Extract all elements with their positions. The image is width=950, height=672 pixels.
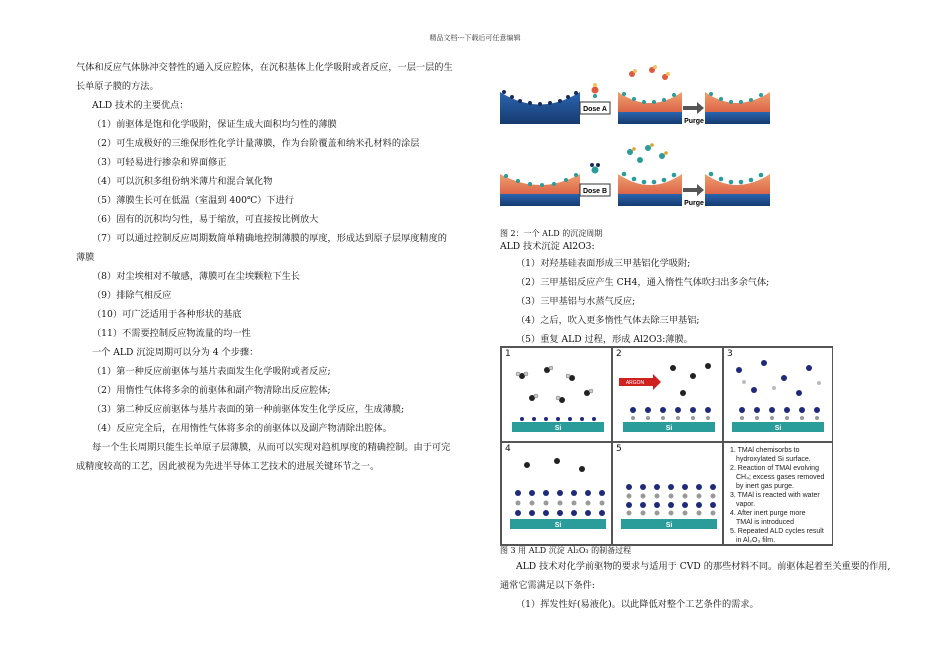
text-line: 气体和反应气体脉冲交替性的通入反应腔体，在沉积基体上化学吸附或者反应，一层一层的生 xyxy=(76,62,453,73)
list-item: （3）第二种反应前驱体与基片表面的第一种前驱体发生化学反应，生成薄膜; xyxy=(92,404,405,415)
panel-1 xyxy=(501,347,612,442)
list-item: （4）反应完全后，在用惰性气体将多余的前驱体以及副产物清除出腔体。 xyxy=(92,423,392,434)
list-item: （8）对尘埃相对不敏感，薄膜可在尘埃颗粒下生长 xyxy=(92,271,300,282)
text-line: ALD 技术的主要优点： xyxy=(92,100,189,111)
panel-4 xyxy=(501,442,612,545)
list-item: （1）挥发性好(易液化)。以此降低对整个工艺条件的需求。 xyxy=(516,599,759,610)
list-item: （9）排除气相反应 xyxy=(92,290,172,301)
list-item: （3）三甲基铝与水蒸气反应; xyxy=(516,296,636,307)
precursor-a-molecule xyxy=(592,83,599,98)
list-item: （1）对羟基硅表面形成三甲基铝化学吸附; xyxy=(516,258,691,269)
panel-number: 5 xyxy=(616,444,622,454)
precursor-b-molecule xyxy=(590,163,600,174)
list-item: （4）可以沉积多组份纳米薄片和混合氧化物 xyxy=(92,176,273,187)
al2o3-process-figure xyxy=(500,346,833,546)
list-item: （4）之后，吹入更多惰性气体去除三甲基铝; xyxy=(516,315,700,326)
panel-number: 4 xyxy=(505,444,511,454)
list-item: （11）不需要控制反应物流量的均一性 xyxy=(92,328,251,339)
list-item: （7）可以通过控制反应周期数简单精确地控制薄膜的厚度，形成达到原子层厚度精度的 xyxy=(92,233,447,244)
list-item: （1）前驱体是饱和化学吸附，保证生成大面积均匀性的薄膜 xyxy=(92,119,337,130)
panel-number: 1 xyxy=(505,349,511,359)
arrow-right-icon xyxy=(683,102,704,114)
purge-label: Purge xyxy=(684,118,704,125)
text-line: ALD 技术对化学前驱物的要求与适用于 CVD 的那些材料不同。前驱体起着至关重要的作用, xyxy=(516,561,891,572)
purge-label: Purge xyxy=(684,200,704,207)
list-item: （5）薄膜生长可在低温（室温到 400℃）下进行 xyxy=(92,195,294,206)
argon-label: ARGON xyxy=(625,380,645,386)
si-label: Si xyxy=(665,425,673,432)
si-label: Si xyxy=(774,425,782,432)
arrow-right-icon xyxy=(683,184,704,196)
row-dose-b xyxy=(500,143,770,207)
row-dose-a xyxy=(500,65,770,125)
list-item: （2）用惰性气体将多余的前驱体和副产物清除出反应腔体; xyxy=(92,385,331,396)
dose-b-label: Dose B xyxy=(582,188,608,195)
left-column xyxy=(76,58,469,476)
panel-number: 3 xyxy=(727,349,733,359)
text-line: 长单原子膜的方法。 xyxy=(76,81,159,92)
section-title: ALD 技术沉淀 Al2O3: xyxy=(500,241,595,252)
ald-cycle-figure xyxy=(500,62,770,218)
si-label: Si xyxy=(665,522,673,529)
list-item: （1）第一种反应前驱体与基片表面发生化学吸附或者反应; xyxy=(92,366,331,377)
list-item: （2）三甲基铝反应产生 CH4，通入惰性气体吹扫出多余气体; xyxy=(516,277,770,288)
legend-panel xyxy=(723,442,833,545)
panel-3 xyxy=(723,347,833,442)
text-line: 成精度较高的工艺，因此被视为先进半导体工艺技术的进展关键环节之一。 xyxy=(76,461,380,472)
panel-5 xyxy=(612,442,723,545)
list-item: （10）可广泛适用于各种形状的基底 xyxy=(92,309,242,320)
si-label: Si xyxy=(554,425,562,432)
right-column xyxy=(500,228,835,349)
text-line: 通常它需满足以下条件: xyxy=(500,580,595,591)
panel-2 xyxy=(612,347,723,442)
legend-text: 1. TMAl chemisorbs to hydroxylated Si surface. 2. Reaction of TMAl evolving CH₄; excess gases removed by inert gas purge. 3. TMAl is reacted with water vapor. 4. After inert purge more TMAl is introduced 5. Repeated ALD cycles result in Al₂O₃ film. xyxy=(730,447,825,544)
list-item: （3）可轻易进行掺杂和界面修正 xyxy=(92,157,227,168)
text-line: 薄膜 xyxy=(76,252,95,263)
text-line: 每一个生长周期只能生长单原子层薄膜，从而可以实现对趋机厚度的精确控制。由于可完 xyxy=(92,442,451,453)
panel-number: 2 xyxy=(616,349,622,359)
list-item: （6）固有的沉积均匀性，易于缩放，可直接按比例放大 xyxy=(92,214,319,225)
text-line: 一个 ALD 沉淀周期可以分为 4 个步骤： xyxy=(92,347,259,358)
figure-3-caption: 图 3 用 ALD 沉淀 Al₂O₃ 的制备过程 xyxy=(500,546,632,555)
figure-2-caption: 图 2：一个 ALD 的沉淀周期 xyxy=(500,229,603,238)
si-label: Si xyxy=(554,522,562,529)
page-header: 精品文档---下载后可任意编辑 xyxy=(429,34,521,42)
list-item: （2）可生成极好的三维保形性化学计量薄膜，作为台阶覆盖和纳米孔材料的涂层 xyxy=(92,138,420,149)
right-column-bottom xyxy=(500,545,891,614)
dose-a-label: Dose A xyxy=(583,106,607,113)
list-item: （5）重复 ALD 过程，形成 Al2O3:薄膜。 xyxy=(516,334,693,345)
